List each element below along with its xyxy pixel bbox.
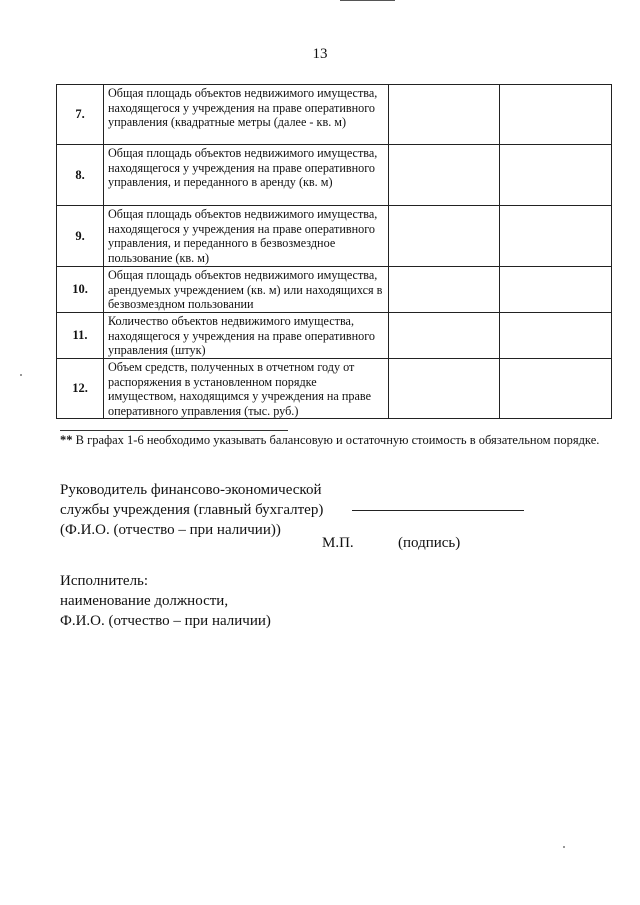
row-number: 7. (57, 85, 104, 145)
table-row (57, 145, 612, 206)
executor-position: наименование должности, (60, 593, 229, 609)
page-number: 13 (312, 46, 328, 62)
table-row (57, 359, 612, 419)
row-description: Общая площадь объектов недвижимого имущества, арендуемых учреждением (кв. м) или находящихся в безвозмездном пользовании (104, 267, 389, 313)
table-row (57, 267, 612, 313)
scan-speck (20, 374, 22, 376)
value-cell (500, 206, 612, 267)
executor-title: Исполнитель: (60, 573, 149, 589)
head-title-line1: Руководитель финансово-экономической (60, 482, 322, 498)
value-cell (389, 206, 500, 267)
table-row (57, 313, 612, 359)
top-edge-line (340, 0, 395, 1)
value-cell (500, 313, 612, 359)
value-cell (389, 85, 500, 145)
value-cell (389, 145, 500, 206)
scan-speck (563, 846, 565, 848)
executor-name: Ф.И.О. (отчество – при наличии) (60, 613, 271, 629)
table-row (57, 206, 612, 267)
signature-line (352, 510, 524, 511)
head-title-line2: службы учреждения (главный бухгалтер) (60, 502, 324, 518)
row-description: Общая площадь объектов недвижимого имущества, находящегося у учреждения на праве оперативного управления, и переданного в безвозмездное пользование (кв. м) (104, 206, 389, 267)
value-cell (500, 359, 612, 419)
head-name-line: (Ф.И.О. (отчество – при наличии)) (60, 522, 281, 538)
row-number: 8. (57, 145, 104, 206)
row-number: 9. (57, 206, 104, 267)
value-cell (389, 359, 500, 419)
row-number: 12. (57, 359, 104, 419)
value-cell (500, 145, 612, 206)
row-description: Количество объектов недвижимого имущества, находящегося у учреждения на праве оперативного управления (штук) (104, 313, 389, 359)
row-description: Общая площадь объектов недвижимого имущества, находящегося у учреждения на праве оперативного управления, и переданного в аренду (кв. м) (104, 145, 389, 206)
footnote (60, 432, 608, 449)
footnote-rule (60, 430, 288, 431)
row-description: Общая площадь объектов недвижимого имущества, находящегося у учреждения на праве оперативного управления (квадратные метры (далее - кв. м) (104, 85, 389, 145)
table-row (57, 85, 612, 145)
footnote-text: В графах 1-6 необходимо указывать балансовую и остаточную стоимость в обязательном порядке. (75, 433, 600, 447)
row-description: Объем средств, полученных в отчетном году от распоряжения в установленном порядке имуществом, находящимся у учреждения на праве оперативного управления (тыс. руб.) (104, 359, 389, 419)
signature-label: (подпись) (398, 535, 461, 551)
stamp-label: М.П. (322, 535, 354, 551)
row-number: 10. (57, 267, 104, 313)
value-cell (500, 267, 612, 313)
property-indicators-table (56, 84, 612, 419)
footnote-marker: ** (60, 433, 73, 447)
value-cell (389, 267, 500, 313)
value-cell (500, 85, 612, 145)
value-cell (389, 313, 500, 359)
row-number: 11. (57, 313, 104, 359)
